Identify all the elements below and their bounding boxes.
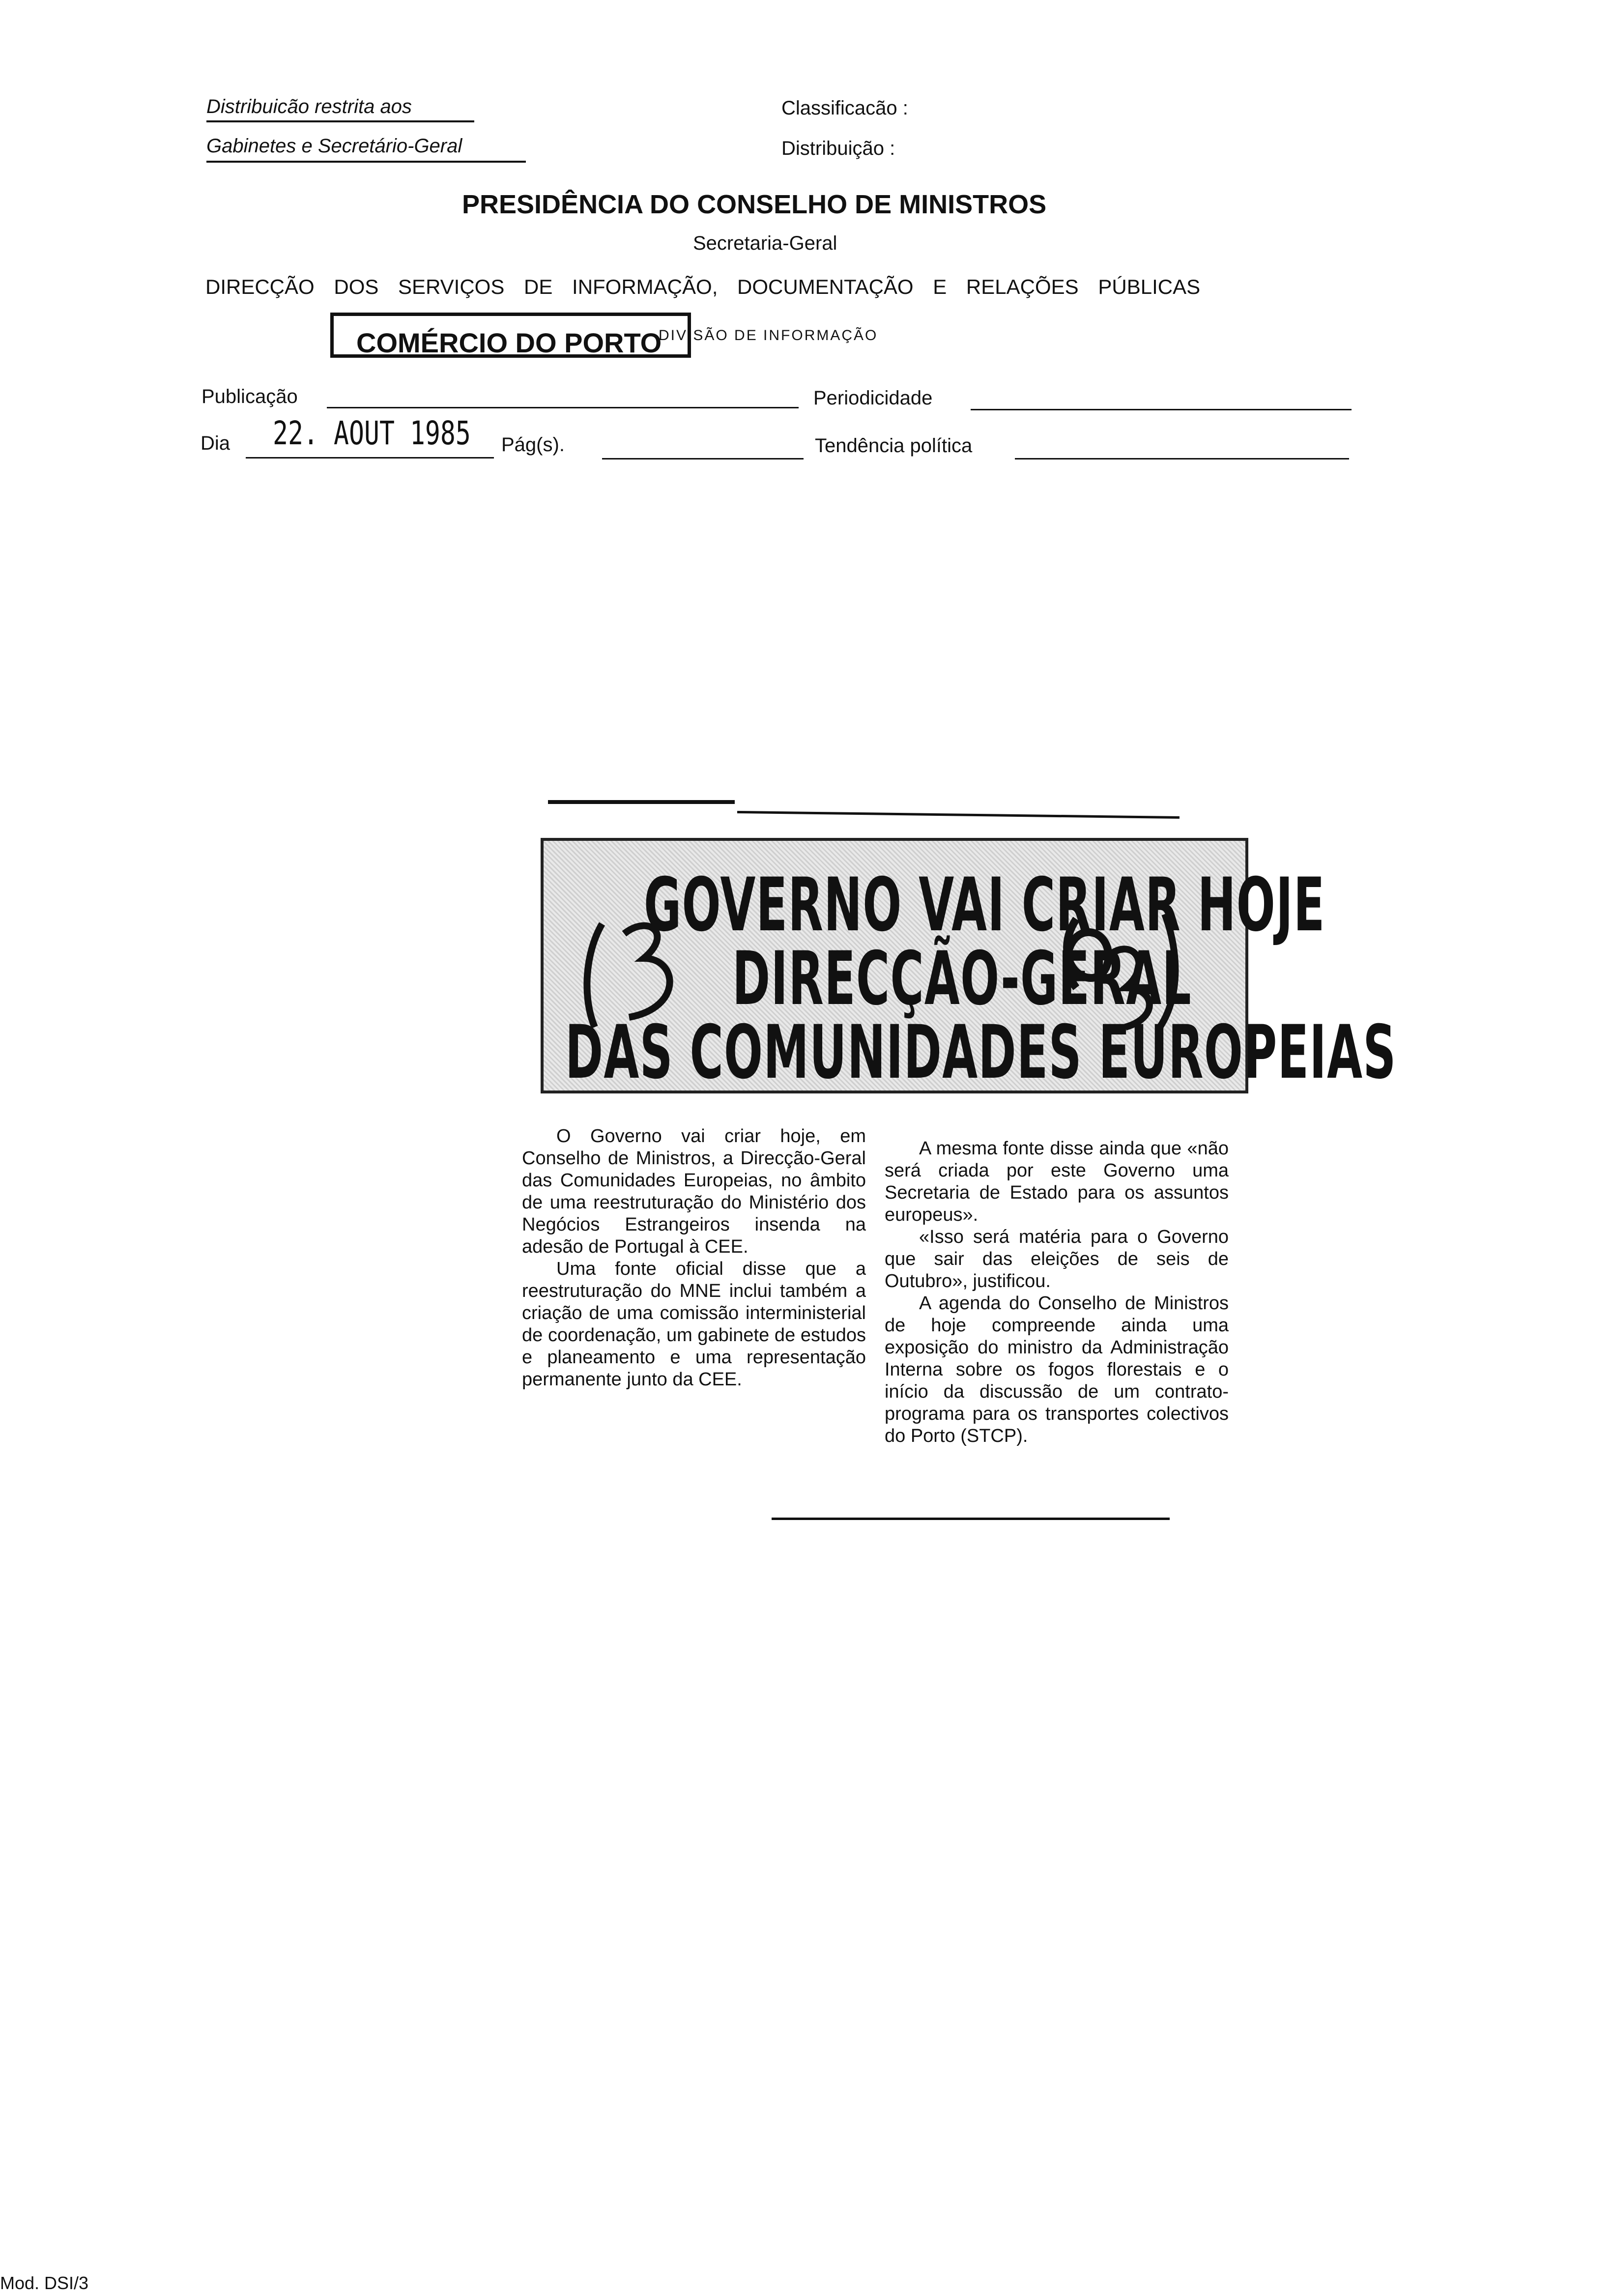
pags-label: Pág(s). [501, 434, 565, 456]
form-code: Mod. DSI/3 [0, 2273, 89, 2293]
publication-stamp-text: COMÉRCIO DO PORTO [356, 327, 662, 358]
periodicidade-line [971, 409, 1352, 410]
restricted-distribution-line2: Gabinetes e Secretário-Geral [206, 135, 462, 157]
dia-value: 22. AOUT 1985 [273, 414, 471, 452]
underline-1 [206, 120, 474, 122]
underline-2 [206, 161, 526, 163]
dia-label: Dia [201, 432, 230, 454]
clipping-top-rule-left [548, 800, 735, 804]
secretaria-subtitle: Secretaria-Geral [693, 232, 837, 254]
direccao-line: DIRECÇÃO DOS SERVIÇOS DE INFORMAÇÃO, DOCUMENTAÇÃO E RELAÇÕES PÚBLICAS [205, 275, 1201, 298]
restricted-distribution-line1: Distribuicão restrita aos [206, 96, 412, 117]
divisao-label: DIVISÃO DE INFORMAÇÃO [659, 327, 878, 344]
col1-paragraph-1: O Governo vai criar hoje, em Conselho de Ministros, a Direcção-Geral das Comunidades Europeias, no âmbito de uma reestruturação do Ministério dos Negócios Estrangeiros insenda na adesão de Portugal à CEE. [522, 1126, 866, 1257]
tendencia-label: Tendência política [815, 435, 973, 457]
col2-paragraph-2: «Isso será matéria para o Governo que sair das eleições de seis de Outubro», justificou. [885, 1227, 1229, 1292]
article-column-1 [522, 1125, 866, 1391]
headline-line2: DIRECÇÃO-GERAL [732, 936, 1192, 1022]
article-column-2 [885, 1138, 1229, 1447]
clipping-top-rule-right [737, 811, 1180, 819]
periodicidade-label: Periodicidade [813, 387, 933, 409]
presidencia-title: PRESIDÊNCIA DO CONSELHO DE MINISTROS [462, 190, 1047, 219]
pags-line [602, 458, 804, 459]
distribuicao-label: Distribuição : [781, 138, 895, 159]
handwritten-mark [575, 904, 1194, 1042]
col2-paragraph-3: A agenda do Conselho de Ministros de hoje compreende ainda uma exposição do ministro da Administração Interna sobre os fogos florestais e o início da discussão de um contrato-programa para os transportes colectivos do Porto (STCP). [885, 1293, 1229, 1446]
tendencia-line [1015, 458, 1349, 459]
clipping-bottom-rule [772, 1518, 1170, 1520]
dia-line [246, 457, 494, 459]
col2-paragraph-1: A mesma fonte disse ainda que «não será criada por este Governo uma Secretaria de Estado para os assuntos europeus». [885, 1138, 1229, 1225]
publicacao-line [327, 407, 799, 408]
classificacao-label: Classificacão : [781, 97, 908, 119]
headline-line1: GOVERNO VAI CRIAR HOJE [644, 862, 1325, 948]
col1-paragraph-2: Uma fonte oficial disse que a reestruturação do MNE inclui também a criação de uma comissão interministerial de coordenação, um gabinete de estudos e planeamento e uma representação permanente junto da CEE. [522, 1259, 866, 1390]
publicacao-label: Publicação [202, 386, 298, 407]
headline-line3: DAS COMUNIDADES EUROPEIAS [565, 1010, 1397, 1095]
